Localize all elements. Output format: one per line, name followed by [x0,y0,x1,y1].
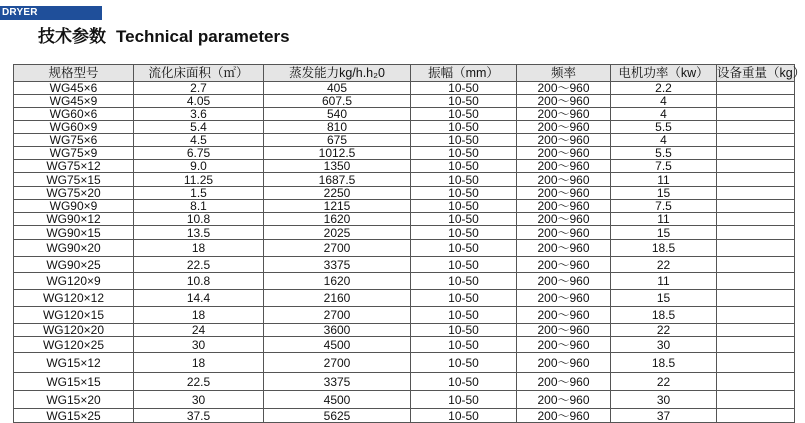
cell-weight [717,373,795,391]
cell-evaporation: 1012.5 [264,147,411,160]
cell-amplitude: 10-50 [411,353,517,373]
table-row [14,353,795,373]
cell-amplitude: 10-50 [411,324,517,337]
cell-evaporation: 3375 [264,373,411,391]
cell-motor-power: 37 [611,409,717,423]
cell-evaporation: 4500 [264,391,411,409]
cell-frequency: 200～960 [517,307,611,324]
cell-bed-area: 9.0 [134,160,264,173]
cell-amplitude: 10-50 [411,187,517,200]
cell-bed-area: 10.8 [134,213,264,226]
cell-weight [717,324,795,337]
cell-evaporation: 2700 [264,353,411,373]
cell-bed-area: 18 [134,240,264,257]
cell-model: WG90×20 [14,240,134,257]
cell-weight [717,95,795,108]
cell-bed-area: 2.7 [134,82,264,95]
table-row [14,257,795,273]
cell-bed-area: 13.5 [134,226,264,240]
table-row [14,108,795,121]
cell-motor-power: 18.5 [611,307,717,324]
cell-motor-power: 15 [611,226,717,240]
table-row [14,324,795,337]
cell-amplitude: 10-50 [411,108,517,121]
header-weight: 设备重量（kg） [717,66,805,80]
table-row [14,273,795,290]
cell-model: WG75×6 [14,134,134,147]
cell-frequency: 200～960 [517,134,611,147]
header-model: 规格型号 [14,65,134,82]
cell-motor-power: 11 [611,173,717,187]
cell-amplitude: 10-50 [411,121,517,134]
cell-amplitude: 10-50 [411,213,517,226]
cell-evaporation: 3375 [264,257,411,273]
cell-bed-area: 1.5 [134,187,264,200]
cell-model: WG15×15 [14,373,134,391]
cell-bed-area: 11.25 [134,173,264,187]
cell-weight [717,273,795,290]
cell-bed-area: 14.4 [134,290,264,307]
cell-weight [717,290,795,307]
cell-frequency: 200～960 [517,200,611,213]
cell-model: WG15×20 [14,391,134,409]
cell-evaporation: 1620 [264,273,411,290]
cell-evaporation: 2160 [264,290,411,307]
cell-bed-area: 8.1 [134,200,264,213]
header-frequency: 频率 [517,65,611,82]
cell-evaporation: 540 [264,108,411,121]
header-evaporation: 蒸发能力kg/h.h₂0 [264,65,411,82]
cell-evaporation: 1350 [264,160,411,173]
cell-model: WG60×6 [14,108,134,121]
cell-bed-area: 24 [134,324,264,337]
table-row [14,187,795,200]
cell-bed-area: 3.6 [134,108,264,121]
cell-amplitude: 10-50 [411,273,517,290]
cell-motor-power: 11 [611,213,717,226]
cell-motor-power: 15 [611,290,717,307]
cell-weight [717,200,795,213]
cell-bed-area: 4.05 [134,95,264,108]
cell-amplitude: 10-50 [411,82,517,95]
cell-frequency: 200～960 [517,108,611,121]
cell-weight [717,353,795,373]
cell-frequency: 200～960 [517,121,611,134]
cell-motor-power: 15 [611,187,717,200]
cell-amplitude: 10-50 [411,95,517,108]
cell-weight [717,226,795,240]
table-row [14,160,795,173]
cell-weight [717,337,795,353]
cell-model: WG60×9 [14,121,134,134]
cell-model: WG75×15 [14,173,134,187]
cell-amplitude: 10-50 [411,200,517,213]
cell-bed-area: 22.5 [134,257,264,273]
cell-weight [717,173,795,187]
cell-motor-power: 4 [611,95,717,108]
cell-weight [717,257,795,273]
cell-bed-area: 22.5 [134,373,264,391]
cell-model: WG120×20 [14,324,134,337]
title-chinese: 技术参数 [38,27,106,46]
cell-motor-power: 30 [611,337,717,353]
cell-weight [717,147,795,160]
cell-motor-power: 18.5 [611,353,717,373]
cell-motor-power: 22 [611,257,717,273]
cell-model: WG90×25 [14,257,134,273]
cell-evaporation: 2700 [264,307,411,324]
cell-model: WG15×25 [14,409,134,423]
cell-frequency: 200～960 [517,95,611,108]
cell-bed-area: 6.75 [134,147,264,160]
cell-amplitude: 10-50 [411,173,517,187]
cell-weight [717,160,795,173]
cell-evaporation: 4500 [264,337,411,353]
cell-amplitude: 10-50 [411,409,517,423]
cell-frequency: 200～960 [517,409,611,423]
table-row [14,373,795,391]
cell-frequency: 200～960 [517,290,611,307]
cell-motor-power: 5.5 [611,121,717,134]
cell-amplitude: 10-50 [411,373,517,391]
cell-amplitude: 10-50 [411,307,517,324]
cell-bed-area: 5.4 [134,121,264,134]
title-english: Technical parameters [116,27,290,46]
cell-frequency: 200～960 [517,226,611,240]
cell-motor-power: 2.2 [611,82,717,95]
cell-amplitude: 10-50 [411,290,517,307]
cell-frequency: 200～960 [517,82,611,95]
cell-evaporation: 405 [264,82,411,95]
cell-weight [717,307,795,324]
cell-weight [717,391,795,409]
table-row [14,290,795,307]
cell-weight [717,134,795,147]
table-row [14,147,795,160]
header-amplitude: 振幅（mm） [411,65,517,82]
table-row [14,95,795,108]
cell-frequency: 200～960 [517,213,611,226]
table-row [14,82,795,95]
table-row [14,240,795,257]
cell-bed-area: 18 [134,307,264,324]
cell-motor-power: 7.5 [611,160,717,173]
header-bed-area: 流化床面积（㎡） [134,65,264,82]
cell-bed-area: 30 [134,337,264,353]
cell-weight [717,108,795,121]
cell-frequency: 200～960 [517,173,611,187]
table-row [14,307,795,324]
cell-model: WG120×12 [14,290,134,307]
header-motor-power: 电机功率（kw） [611,65,717,82]
cell-amplitude: 10-50 [411,391,517,409]
cell-amplitude: 10-50 [411,337,517,353]
table-row [14,200,795,213]
cell-bed-area: 30 [134,391,264,409]
cell-motor-power: 18.5 [611,240,717,257]
cell-weight [717,187,795,200]
cell-amplitude: 10-50 [411,257,517,273]
cell-frequency: 200～960 [517,147,611,160]
cell-model: WG90×12 [14,213,134,226]
cell-weight [717,82,795,95]
cell-frequency: 200～960 [517,337,611,353]
cell-frequency: 200～960 [517,257,611,273]
table-row [14,226,795,240]
technical-parameters-table [13,64,805,423]
cell-weight [717,121,795,134]
cell-weight [717,213,795,226]
cell-motor-power: 4 [611,108,717,121]
table-row [14,337,795,353]
cell-frequency: 200～960 [517,160,611,173]
cell-evaporation: 675 [264,134,411,147]
cell-evaporation: 1620 [264,213,411,226]
cell-model: WG90×9 [14,200,134,213]
cell-evaporation: 607.5 [264,95,411,108]
cell-model: WG90×15 [14,226,134,240]
cell-motor-power: 22 [611,324,717,337]
cell-amplitude: 10-50 [411,240,517,257]
cell-evaporation: 2025 [264,226,411,240]
cell-frequency: 200～960 [517,373,611,391]
cell-evaporation: 1687.5 [264,173,411,187]
cell-model: WG75×12 [14,160,134,173]
table-row [14,134,795,147]
cell-frequency: 200～960 [517,391,611,409]
cell-model: WG45×9 [14,95,134,108]
cell-frequency: 200～960 [517,353,611,373]
section-tag: DRYER [0,6,102,20]
cell-motor-power: 5.5 [611,147,717,160]
cell-model: WG120×15 [14,307,134,324]
cell-motor-power: 4 [611,134,717,147]
cell-amplitude: 10-50 [411,226,517,240]
cell-frequency: 200～960 [517,273,611,290]
table-row [14,121,795,134]
cell-weight [717,409,795,423]
cell-bed-area: 18 [134,353,264,373]
cell-evaporation: 2700 [264,240,411,257]
table-row [14,213,795,226]
cell-motor-power: 7.5 [611,200,717,213]
cell-evaporation: 3600 [264,324,411,337]
cell-model: WG15×12 [14,353,134,373]
cell-model: WG45×6 [14,82,134,95]
table-body [14,82,795,423]
cell-amplitude: 10-50 [411,147,517,160]
table-header-row [14,65,795,82]
cell-frequency: 200～960 [517,324,611,337]
cell-bed-area: 10.8 [134,273,264,290]
cell-amplitude: 10-50 [411,134,517,147]
cell-model: WG75×9 [14,147,134,160]
cell-amplitude: 10-50 [411,160,517,173]
cell-evaporation: 1215 [264,200,411,213]
cell-evaporation: 5625 [264,409,411,423]
cell-bed-area: 4.5 [134,134,264,147]
table-row [14,173,795,187]
cell-bed-area: 37.5 [134,409,264,423]
cell-model: WG120×9 [14,273,134,290]
page-title [38,26,290,48]
cell-motor-power: 30 [611,391,717,409]
table-row [14,391,795,409]
cell-model: WG75×20 [14,187,134,200]
table-row [14,409,795,423]
cell-motor-power: 22 [611,373,717,391]
cell-model: WG120×25 [14,337,134,353]
cell-evaporation: 810 [264,121,411,134]
cell-frequency: 200～960 [517,240,611,257]
cell-evaporation: 2250 [264,187,411,200]
cell-weight [717,240,795,257]
cell-motor-power: 11 [611,273,717,290]
cell-frequency: 200～960 [517,187,611,200]
